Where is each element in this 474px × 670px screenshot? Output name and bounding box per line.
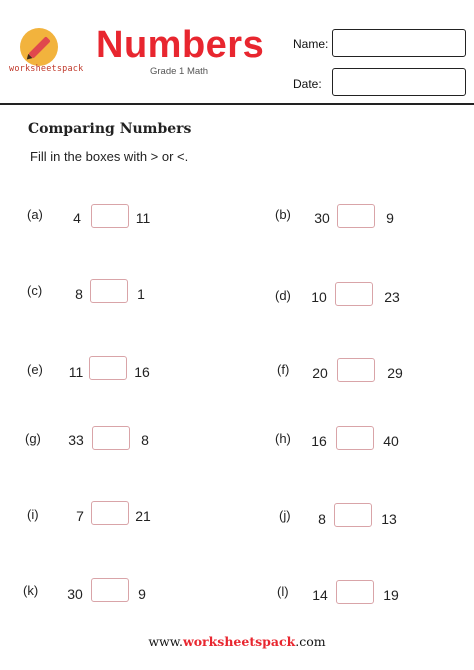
problem-right-number: 11 <box>135 210 151 226</box>
answer-box[interactable] <box>89 356 127 380</box>
problem-right-number: 21 <box>135 508 151 524</box>
problem-right-number: 9 <box>138 586 146 602</box>
problem-left-number: 10 <box>311 289 327 305</box>
date-label: Date: <box>293 77 322 91</box>
name-label: Name: <box>293 37 329 51</box>
problem-right-number: 29 <box>387 365 403 381</box>
answer-box[interactable] <box>334 503 372 527</box>
problem-right-number: 16 <box>134 364 150 380</box>
page-subtitle: Grade 1 Math <box>150 66 209 77</box>
name-field[interactable] <box>332 29 466 57</box>
section-title: Comparing Numbers <box>28 121 192 137</box>
pencil-icon <box>28 36 51 59</box>
problem-left-number: 11 <box>68 364 84 380</box>
logo-icon <box>20 28 58 66</box>
problem-right-number: 8 <box>141 432 149 448</box>
answer-box[interactable] <box>91 204 129 228</box>
problem-letter: (e) <box>27 362 43 377</box>
problem-left-number: 14 <box>312 587 328 603</box>
problem-left-number: 30 <box>67 586 83 602</box>
problem-letter: (k) <box>23 583 39 598</box>
problem-letter: (j) <box>279 508 291 523</box>
date-field[interactable] <box>332 68 466 96</box>
problem-letter: (f) <box>277 362 290 377</box>
problem-letter: (c) <box>27 283 43 298</box>
footer-url[interactable] <box>0 634 474 649</box>
footer-url-suffix: .com <box>295 634 326 649</box>
problem-left-number: 30 <box>314 210 330 226</box>
page-title: Numbers <box>96 24 265 66</box>
problem-right-number: 13 <box>381 511 397 527</box>
answer-box[interactable] <box>337 204 375 228</box>
answer-box[interactable] <box>336 580 374 604</box>
answer-box[interactable] <box>91 578 129 602</box>
problem-right-number: 23 <box>384 289 400 305</box>
problem-left-number: 8 <box>75 286 83 302</box>
footer-url-brand: worksheetspack <box>182 634 296 649</box>
header-divider <box>0 103 474 105</box>
logo-text: worksheetspack <box>9 64 84 74</box>
answer-box[interactable] <box>336 426 374 450</box>
answer-box[interactable] <box>90 279 128 303</box>
answer-box[interactable] <box>335 282 373 306</box>
answer-box[interactable] <box>337 358 375 382</box>
problem-left-number: 7 <box>76 508 84 524</box>
problem-right-number: 19 <box>383 587 399 603</box>
problem-right-number: 9 <box>386 210 394 226</box>
problem-letter: (a) <box>27 207 43 222</box>
problem-left-number: 8 <box>318 511 326 527</box>
footer-url-prefix: www. <box>148 634 183 649</box>
problem-letter: (b) <box>275 207 291 222</box>
problem-left-number: 16 <box>311 433 327 449</box>
problem-letter: (i) <box>27 507 39 522</box>
problem-letter: (g) <box>25 431 41 446</box>
problem-left-number: 33 <box>68 432 84 448</box>
answer-box[interactable] <box>92 426 130 450</box>
problem-right-number: 40 <box>383 433 399 449</box>
problem-letter: (h) <box>275 431 291 446</box>
problem-letter: (l) <box>277 584 289 599</box>
problem-letter: (d) <box>275 288 291 303</box>
problem-left-number: 20 <box>312 365 328 381</box>
problem-left-number: 4 <box>73 210 81 226</box>
problem-right-number: 1 <box>137 286 145 302</box>
answer-box[interactable] <box>91 501 129 525</box>
instructions: Fill in the boxes with > or <. <box>30 149 189 164</box>
